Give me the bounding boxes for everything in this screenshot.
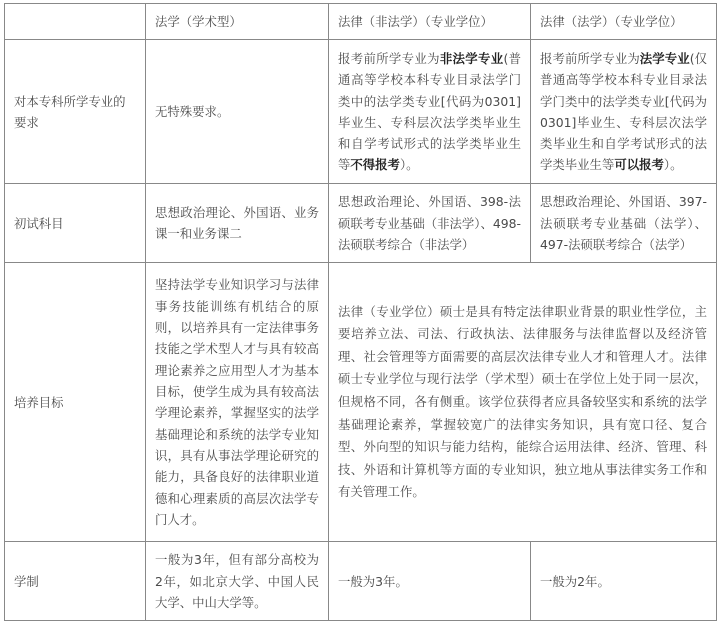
cell-text: 一般为3年，但有部分高校为2年，如北京大学、中国人民大学、中山大学等。 [155,552,319,610]
cell-text: 无特殊要求。 [155,104,230,120]
cell-length-fx-academic [146,542,329,621]
cell-length-fl-nonlaw [329,542,531,621]
cell-text: 法律（专业学位）硕士是具有特定法律职业背景的职业性学位，主要培养立法、司法、行政执法、法律服务与法律监督以及经济管理、社会管理等方面需要的高层次法律专业人才和管理人才。法律硕士专业学位与现行法学（学术型）硕士在学位上处于同一层次，但规格不同，各有侧重。该学位获得者应具备较坚实和系统的法学基础理论素养，掌握较宽广的法律实务知识，具有宽口径、复合型、外向型的知识与能力结构，能综合运用法律、经济、管理、科技、外语和计算机等方面的专业知识，独立地从事法律实务工作和有关管理工作。 [338,303,707,500]
row-label-major-requirement: 对本专科所学专业的要求 [5,40,146,184]
emphasis-text: 非法学专业 [439,50,504,66]
cell-text: 一般为3年。 [338,573,408,589]
row-label-exam-subjects: 初试科目 [5,184,146,263]
cell-objective-fx-academic [146,263,329,542]
cell-requirement-fl-nonlaw [329,40,531,184]
header-cell-blank [5,4,146,40]
law-program-comparison-table [4,3,717,621]
cell-text: 思想政治理论、外国语、业务课一和业务课二 [155,204,319,242]
header-cell-fl-nonlaw: 法律（非法学）（专业学位） [329,4,531,40]
emphasis-text: 不得报考 [350,157,400,173]
table-row [5,263,717,542]
cell-requirement-fl-law [531,40,717,184]
row-label-training-objective: 培养目标 [5,263,146,542]
cell-subjects-fl-nonlaw [329,184,531,263]
header-cell-fl-law: 法律（法学）（专业学位） [531,4,717,40]
cell-text: 坚持法学专业知识学习与法律事务技能训练有机结合的原则，以培养具有一定法律事务技能之学术型人才与具有较高理论素养之应用型人才为基本目标，使学生成为具有较高法学理论素养，掌握坚实的法学基础理论和系统的法学专业知识，具有从事法学理论研究的能力，具备良好的法律职业道德和心理素质的高层次法学专门人才。 [155,277,319,527]
emphasis-text: 法学专业 [639,50,690,66]
cell-requirement-fx-academic [146,40,329,184]
cell-length-fl-law [531,542,717,621]
row-label-program-length: 学制 [5,542,146,621]
header-cell-fx-academic: 法学（学术型） [146,4,329,40]
table-row [5,40,717,184]
cell-subjects-fx-academic [146,184,329,263]
cell-text: 思想政治理论、外国语、397-法硕联考专业基础（法学）、497-法硕联考综合（法学） [540,194,707,252]
table-header-row [5,4,717,40]
cell-text: 报考前所学专业为法学专业(仅普通高等学校本科专业目录法学门类中的法学类专业[代码为0301]毕业生、专科层次法学类毕业生和自学考试形式的法学类毕业生等可以报考）。 [540,50,708,173]
table-row [5,184,717,263]
cell-text: 思想政治理论、外国语、398-法硕联考专业基础（非法学）、498-法硕联考综合（非法学） [338,194,521,252]
emphasis-text: 可以报考 [614,157,664,173]
table-row [5,542,717,621]
cell-text: 报考前所学专业为非法学专业(普通高等学校本科专业目录法学门类中的法学类专业[代码为0301]毕业生、专科层次法学类毕业生和自学考试形式的法学类毕业生等不得报考）。 [338,50,522,173]
cell-text: 一般为2年。 [540,573,610,589]
cell-objective-professional-merged [329,263,717,542]
cell-subjects-fl-law [531,184,717,263]
